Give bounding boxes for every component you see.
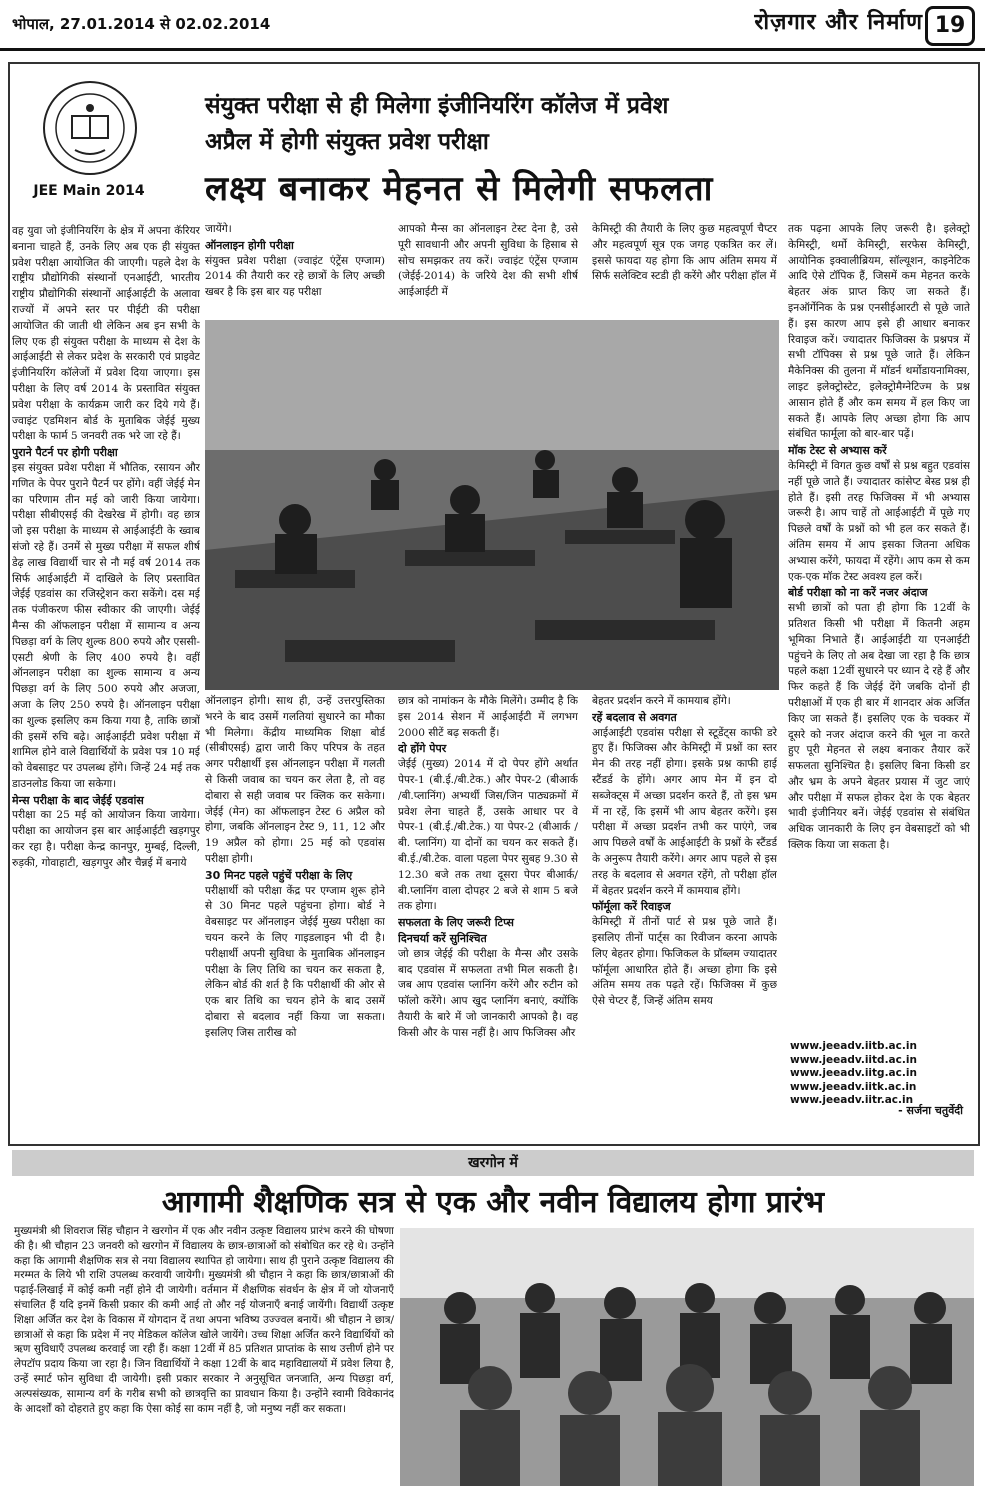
subheading: दिनचर्या करें सुनिश्चित (398, 931, 487, 945)
subheading: मॉक टेस्ट से अभ्यास करें (788, 444, 887, 458)
paragraph: मुख्यमंत्री श्री शिवराज सिंह चौहान ने खरगोन में एक और नवीन उत्कृष्ट विद्यालय प्रारंभ करने की घोषणा की है। श्री चौहान 23 जनवरी को खरगोन में विद्यालय के छात्र-छात्राओं को संबोधित कर रहे थे। उन्होंने कहा कि आगामी शैक्षणिक सत्र से नया विद्यालय स्थापित हो जायेगा। साथ ही पुराने उत्कृष्ट विद्यालय की मरम्मत के लिये भी राशि उपलब्ध करवायी जायेगी। मुख्यमंत्री श्री चौहान ने कहा कि छात्र/छात्राओं की पढ़ाई-लिखाई में कोई कमी नहीं होने दी जायेगी। वर्तमान में शैक्षणिक संवर्धन के क्षेत्र में जो योजनाएँ संचालित हैं यदि इनमें किसी प्रकार की कमी आई तो और नई योजनाएँ बनाई जायेंगी। विद्यार्थी उत्कृष्ट शिक्षा अर्जित कर देश के विकास में योगदान दें तथा अपना भविष्य उज्ज्वल बनायें। श्री चौहान ने छात्र/छात्राओं से कहा कि प्रदेश में नए मेडिकल कॉलेज खोले जायेंगे। उच्च शिक्षा अर्जित करने विद्यार्थियों को ऋण सुविधाएँ उपलब्ध करवाई जा रही हैं। कक्षा 12वीं में 85 प्रतिशत प्राप्तांक के साथ उत्तीर्ण होने पर लेपटॉप प्रदाय किया जा रहा है। जिन विद्यार्थियों ने कक्षा 12वीं के बाद महाविद्यालयों में प्रवेश लिया है, उन्हें स्मार्ट फोन सुविधा दी जायेगी। इसी प्रकार सरकार ने अनुसूचित जनजाति, अन्य पिछड़ा वर्ग, अल्पसंख्यक, सामान्य वर्ग के गरीब सभी को छात्रवृत्ति का प्रावधान किया है। उन्होंने स्वामी विवेकानंद के आदर्शों को दोहराते हुए कहा कि ऐसा कोई सा काम नहीं है, जो मनुष्य नहीं कर सकता। (14, 1225, 394, 1415)
subheading: फॉर्मूला करें रिवाइज (592, 900, 671, 914)
website-link[interactable]: www.jeeadv.iitb.ac.in (790, 1040, 917, 1052)
subheading: रहें बदलाव से अवगत (592, 710, 677, 724)
subheading: पुराने पैटर्न पर होगी परीक्षा (12, 446, 118, 460)
article-column-5 (788, 222, 970, 1036)
paragraph: केमिस्ट्री में तीनों पार्ट से प्रश्न पूछे जाते हैं। इसलिए तीनों पार्ट्स का रिवीजन करना आपके लिए बेहतर होगा। फिजिकल के प्रॉब्लम ज्यादातर फॉर्मूला आधारित होते हैं। अच्छा होगा कि इसे अंतिम समय तक पढ़ते रहें। फिजिक्स में कुछ ऐसे चेप्टर हैं, जिन्हें अंतिम समय (592, 916, 777, 1008)
headline-main: लक्ष्य बनाकर मेहनत से मिलेगी सफलता (205, 169, 714, 209)
website-links (790, 1040, 917, 1108)
paragraph: जायेंगे। (205, 223, 232, 235)
exam-hall-photo (205, 320, 779, 690)
paragraph: परीक्षा का 25 मई को आयोजन किया जायेगा। परीक्षा का आयोजन इस बार आईआईटी खड़गपुर कर रहा है। परीक्षा केन्द्र कानपुर, मुम्बई, दिल्ली, रुड़की, गोवाहाटी, खड़गपुर और चैन्नई में बनाये (12, 809, 200, 869)
headline-secondary: अप्रैल में होगी संयुक्त प्रवेश परीक्षा (205, 129, 489, 155)
school-headline: आगामी शैक्षणिक सत्र से एक और नवीन विद्यालय होगा प्रारंभ (161, 1185, 825, 1220)
subheading: सफलता के लिए जरूरी टिप्स (398, 916, 514, 930)
paragraph: आपको मैन्स का ऑनलाइन टेस्ट देना है, उसे पूरी सावधानी और अपनी सुविधा के हिसाब से सोच समझकर तय करें। ज्वाइंट एंट्रेंस एग्जाम (जेईई-2014) के जरिये देश की सभी शीर्ष आईआईटी में (398, 223, 578, 299)
paragraph: परीक्षार्थी को परीक्षा केंद्र पर एग्जाम शुरू होने से 30 मिनट पहले पहुंचना होगा। बोर्ड ने वेबसाइट पर ऑनलाइन जेईई मुख्य परीक्षा का चयन करने के लिए गाइडलाइन भी दी है। परीक्षार्थी अपनी सुविधा के मुताबिक ऑनलाइन परीक्षा के लिए तिथि का चयन कर सकता है, लेकिन बोर्ड की शर्त है कि परीक्षार्थी की ओर से एक बार तिथि का चयन होने के बाद उसमें दोबारा से बदलाव नहीं किया जा सकता। इसलिए जिस तारीख को (205, 884, 385, 1039)
section-kicker: खरगोन में (12, 1150, 974, 1176)
headline-primary: संयुक्त परीक्षा से ही मिलेगा इंजीनियरिंग कॉलेज में प्रवेश (205, 93, 669, 119)
subheading: 30 मिनट पहले पहुंचें परीक्षा के लिए (205, 868, 353, 882)
paragraph: केमिस्ट्री में विगत कुछ वर्षों से प्रश्न बहुत एडवांस नहीं पूछे जाते हैं। ज्यादातर कांसेप्ट बेस्ड प्रश्न ही होते हैं। इसी तरह फिजिक्स में भी अभ्यास जरूरी है। आप चाहें तो आईआईटी में पूछे गए पिछले वर्षों के प्रश्नों को भी हल कर सकते हैं। अंतिम समय में आप इसका जितना अधिक अभ्यास करेंगे, फायदा में रहेंगे। आप कम से कम एक-एक मॉक टेस्ट अवश्य हल करें। (788, 459, 970, 583)
article-column-2-bottom (205, 694, 385, 1136)
subheading: बोर्ड परीक्षा को ना करें नजर अंदाज (788, 586, 928, 600)
author-byline: - सर्जना चतुर्वेदी (898, 1104, 963, 1117)
paragraph: तक पढ़ना आपके लिए जरूरी है। इलेक्ट्रो केमिस्ट्री, थर्मो केमिस्ट्री, सरफेस केमिस्ट्री, आयोनिक इक्वालीब्रियम, सॉल्यूशन, काइनेटिक आदि ऐसे टॉपिक हैं, जिसमें कम मेहनत करके बेहतर अंक प्राप्त किए जा सकते हैं। इनऑर्गेनिक के प्रश्न एनसीईआरटी से पूछे जाते हैं। इस कारण आप इसे ही आधार बनाकर रिवाइज करें। ज्यादातर फिजिक्स के प्रश्नपत्र में सभी टॉपिक्स से प्रश्न पूछे जाते हैं। लेकिन मैकेनिक्स की तुलना में मॉडर्न थर्मोडायनामिक्स, लाइट इलेक्ट्रोस्टेट, इलेक्ट्रोमैग्नेटिज्म के प्रश्न आसान होते हैं और कम समय में हल किए जा सकते हैं। आपके लिए अच्छा होगा कि आप संबंधित फार्मूला को बार-बार पढ़ें। (788, 223, 970, 441)
paragraph: इस संयुक्त प्रवेश परीक्षा में भौतिक, रसायन और गणित के पेपर पुराने पैटर्न पर होंगे। वहीं जेईई मेन का परिणाम तीन मई को जारी किया जायेगा। परीक्षा सीबीएसई की देखरेख में होगी। वह छात्र जो इस परीक्षा के माध्यम से आईआईटी के ख्वाब संजो रहे हैं। उनमें से मुख्य परीक्षा में सफल शीर्ष डेढ़ लाख विद्यार्थी चार से नौ मई वर्ष 2014 तक सिर्फ आईआईटी में दाखिले के लिए प्रस्तावित जेईई एडवांस का रजिस्ट्रेशन करा सकेंगे। दस मई तक पंजीकरण फीस स्वीकार की जाएगी। जेईई मैन्स की ऑफलाइन परीक्षा में सामान्य व अन्य पिछड़ा वर्ग के लिए शुल्क 800 रुपये और एससी-एसटी श्रेणी के लिए 400 रुपये है। वहीं ऑनलाइन परीक्षा का शुल्क सामान्य व अन्य पिछड़ा वर्ग के लिए 500 रुपये और अजजा, अजा के लिए 250 रुपये है। ऑनलाइन परीक्षा का शुल्क इसलिए कम किया गया है, ताकि छात्रों की इसमें रुचि बढ़े। आईआईटी प्रवेश परीक्षा में शामिल होने वाले विद्यार्थियों के प्रवेश पत्र 10 मई को वेबसाइट पर उपलब्ध होंगे। जिन्हें 24 मई तक डाउनलोड किया जा सकेगा। (12, 461, 200, 790)
article-column-4-top (592, 222, 777, 317)
issue-date: भोपाल, 27.01.2014 से 02.02.2014 (12, 15, 271, 33)
jee-main-caption: JEE Main 2014 (33, 183, 145, 199)
article-column-3-top (398, 222, 578, 317)
website-link[interactable]: www.jeeadv.iitg.ac.in (790, 1067, 917, 1079)
paragraph: ऑनलाइन होगी। साथ ही, उन्हें उत्तरपुस्तिका भरने के बाद उसमें गलतियां सुधारने का मौका भी मिलेगा। केंद्रीय माध्यमिक शिक्षा बोर्ड (सीबीएसई) द्वारा जारी किए परिपत्र के तहत अगर परीक्षार्थी इस ऑनलाइन परीक्षा में गलती से किसी जवाब का चयन कर लेता है, तो वह दोबारा से सही जवाब पर क्लिक कर सकेगा। जेईई (मेन) का ऑफलाइन टेस्ट 6 अप्रैल को होगा, जबकि ऑनलाइन टेस्ट 9, 11, 12 और 19 अप्रैल को होगा। 25 मई को एडवांस परीक्षा होगी। (205, 695, 385, 865)
paragraph: आईआईटी एडवांस परीक्षा से स्टूडेंट्स काफी डरे हुए हैं। फिजिक्स और केमिस्ट्री में प्रश्नों का स्तर मेन की तरह नहीं होगा। इसके प्रश्न काफी हाई स्टैंडर्ड के होंगे। अगर आप मेन में इन दो सब्जेक्ट्स में अच्छा प्रदर्शन करते हैं, तो इस भ्रम में ना रहें, कि इसमें भी आप बेहतर करेंगे। इस परीक्षा में अच्छा प्रदर्शन तभी कर पाएंगे, जब आप पिछले वर्षों के आईआईटी के प्रश्नों के स्टैंडर्ड के अनुरूप तैयारी करेंगे। अगर आप पहले से इस तरह के बदलाव से अवगत रहेंगे, तो परीक्षा हॉल में बेहतर प्रदर्शन करने में कामयाब होंगे। (592, 726, 777, 897)
article-column-2-top (205, 222, 385, 317)
school-story (14, 1224, 394, 1486)
paragraph: बेहतर प्रदर्शन करने में कामयाब होंगे। (592, 695, 731, 707)
paragraph: वह युवा जो इंजीनियरिंग के क्षेत्र में अपना कॅरियर बनाना चाहते हैं, उनके लिए अब एक ही संयुक्त प्रवेश परीक्षा आयोजित की जाएगी। पहले देश के राष्ट्रीय प्रौद्योगिकी संस्थानों एनआईटी, भारतीय राष्ट्रीय प्रौद्योगिकी संस्थानों आईआईटी के अलावा राज्यों में अपने स्तर पर पीईटी की परीक्षा आयोजित की जाती थी लेकिन अब इन सभी के लिए एक ही संयुक्त परीक्षा के माध्यम से देश के आईआईटी से लेकर प्रदेश के सरकारी एवं प्राइवेट इंजीनियरिंग कॉलेजों में प्रवेश दिया जाएगा। इस परीक्षा के लिए वर्ष 2014 के प्रस्तावित संयुक्त प्रवेश परीक्षा के कार्यक्रम जारी कर दिये गये हैं। ज्वाइंट एडमिशन बोर्ड के मुताबिक जेईई मुख्य परीक्षा के फार्म 5 जनवरी तक भरे जा रहे हैं। (12, 225, 200, 443)
paragraph: जेईई (मुख्य) 2014 में दो पेपर होंगे अर्थात पेपर-1 (बी.ई./बी.टेक.) और पेपर-2 (बीआर्क /बी.प्लानिंग) अभ्यर्थी जिस/जिन पाठ्यक्रमों में प्रवेश लेना चाहते हैं, उसके आधार पर वे पेपर-1 (बी.ई./बी.टेक.) या पेपर-2 (बीआर्क /बी. प्लानिंग) या दोनों का चयन कर सकते हैं। बी.ई./बी.टेक. वाला पहला पेपर सुबह 9.30 से 12.30 बजे तक तथा दूसरा पेपर बीआर्क/बी.प्लानिंग वाला दोपहर 2 बजे से शाम 5 बजे तक होगा। (398, 758, 578, 913)
cbse-logo-icon (30, 78, 150, 178)
article-column-4-bottom (592, 694, 777, 1136)
subheading: ऑनलाइन होगी परीक्षा (205, 238, 294, 252)
page-header (0, 0, 985, 51)
paragraph: जो छात्र जेईई की परीक्षा के मैन्स और उसके बाद एडवांस में सफलता तभी मिल सकती है। जब आप एडवांस प्लानिंग करेंगे और रुटीन को फॉलो करेंगे। आप खुद प्लानिंग बनाएं, क्योंकि तैयारी के बारे में जो जानकारी आपको है। वह किसी और के पास नहीं है। आप फिजिक्स और (398, 947, 578, 1039)
article-column-1 (12, 224, 200, 1136)
page-number: 19 (925, 6, 975, 46)
article-column-3-bottom (398, 694, 578, 1136)
paragraph: संयुक्त प्रवेश परीक्षा (ज्वाइंट एंट्रेंस एग्जाम) 2014 की तैयारी कर रहे छात्रों के लिए अच्छी खबर है कि इस बार यह परीक्षा (205, 254, 385, 299)
website-link[interactable]: www.jeeadv.iitd.ac.in (790, 1053, 917, 1066)
website-link[interactable]: www.jeeadv.iitk.ac.in (790, 1080, 917, 1093)
paragraph: छात्र को नामांकन के मौके मिलेंगे। उम्मीद है कि इस 2014 सेशन में आईआईटी में लगभग 2000 सीटें बढ़ सकती हैं। (398, 695, 578, 739)
subheading: मेन्स परीक्षा के बाद जेईई एडवांस (12, 793, 144, 807)
website-link[interactable]: www.jeeadv.iitr.ac.in (790, 1094, 914, 1106)
students-group-photo (400, 1228, 974, 1486)
subheading: दो होंगे पेपर (398, 742, 447, 756)
paragraph: सभी छात्रों को पता ही होगा कि 12वीं के प्रतिशत किसी भी परीक्षा में कितनी अहम भूमिका निभाते हैं। आईआईटी या एनआईटी पहुंचने के लिए तो अब देखा जा रहा है कि छात्र पहले कक्षा 12वीं सुधारने पर ध्यान दे रहे हैं और फिर कहते हैं कि जेईई देंगे जबकि दोनों ही परीक्षाओं में एक ही बार में शानदार अंक अर्जित किए जा सकते हैं। इसलिए एक के चक्कर में दूसरे को नजर अंदाज करने की भूल ना करते हुए पूरी मेहनत से लक्ष्य बनाकर तैयार करें सफलता सुनिश्चित है। इसलिए बिना किसी डर और भ्रम के अपने बेहतर प्रयास में जुट जाएं और परीक्षा में सफल होकर देश के एक बेहतर भावी इंजीनियर बनें। जेईई एडवांस से संबंधित अधिक जानकारी के लिए इन वेबसाइटों को भी क्लिक किया जा सकता है। (788, 602, 970, 852)
masthead-title: रोज़गार और निर्माण (754, 10, 923, 35)
paragraph: केमिस्ट्री की तैयारी के लिए कुछ महत्वपूर्ण चैप्टर और महत्वपूर्ण सूत्र एक जगह एकत्रित कर लें। इससे फायदा यह होगा कि आप अंतिम समय में सिर्फ सलेक्टिव स्टडी ही करेंगे और परीक्षा हॉल में (592, 223, 777, 283)
